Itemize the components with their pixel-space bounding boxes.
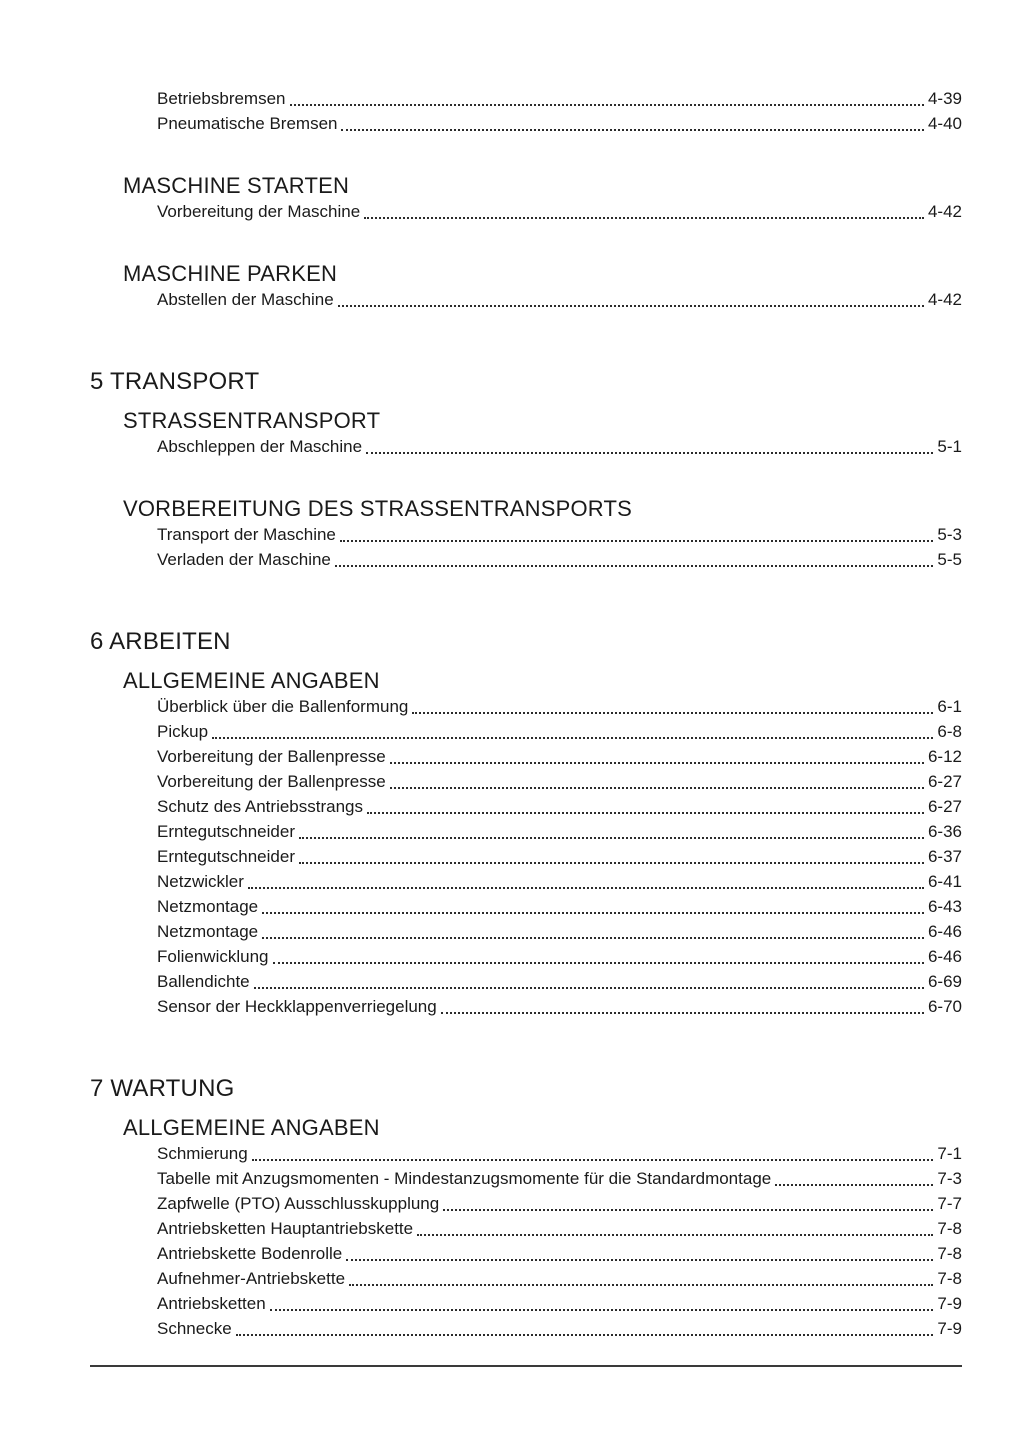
- section-heading: MASCHINE PARKEN: [123, 261, 338, 286]
- toc-entry-page-number: 6-36: [927, 822, 962, 841]
- toc-entry-page-number: 6-46: [927, 947, 962, 966]
- dot-leader: [262, 912, 924, 914]
- toc-entry: [157, 1166, 962, 1191]
- toc-entry-page-number: 5-3: [937, 525, 962, 544]
- toc-entry: [157, 694, 962, 719]
- toc-entry: [157, 547, 962, 572]
- toc-entry-label: Erntegutschneider: [157, 822, 295, 841]
- toc-entry-label: Pickup: [157, 722, 209, 741]
- toc-entry: [157, 894, 962, 919]
- toc-entry: [157, 1141, 962, 1166]
- toc-entry-label: Netzmontage: [157, 922, 259, 941]
- toc-entry-page-number: 7-8: [937, 1244, 962, 1263]
- section-heading: MASCHINE STARTEN: [123, 173, 350, 198]
- toc-entry: [157, 1291, 962, 1316]
- toc-entry: [157, 719, 962, 744]
- toc-entry-label: Abstellen der Maschine: [157, 290, 334, 309]
- toc-entry-label: Antriebsketten Hauptantriebskette: [157, 1219, 414, 1238]
- toc-entry-page-number: 6-12: [927, 747, 962, 766]
- toc-entry-label: Folienwicklung: [157, 947, 269, 966]
- toc-entry: [157, 794, 962, 819]
- toc-entry: [157, 819, 962, 844]
- dot-leader: [252, 1159, 934, 1161]
- dot-leader: [390, 762, 924, 764]
- dot-leader: [299, 837, 924, 839]
- toc-entry-page-number: 6-27: [927, 797, 962, 816]
- toc-entry-page-number: 7-7: [937, 1194, 962, 1213]
- toc-entry: [157, 1216, 962, 1241]
- section-heading: STRASSENTRANSPORT: [123, 408, 381, 433]
- toc-entry: [157, 287, 962, 312]
- table-of-contents: [90, 86, 962, 1341]
- toc-entry: [157, 1266, 962, 1291]
- dot-leader: [270, 1309, 934, 1311]
- toc-entry-page-number: 6-1: [937, 697, 962, 716]
- toc-entry-label: Überblick über die Ballenformung: [157, 697, 409, 716]
- toc-entry-page-number: 7-9: [937, 1319, 962, 1338]
- footer-rule: [90, 1365, 962, 1367]
- toc-entry-page-number: 6-43: [927, 897, 962, 916]
- section-heading: ALLGEMEINE ANGABEN: [123, 1115, 380, 1140]
- toc-entry: [157, 969, 962, 994]
- toc-entry-page-number: 5-1: [937, 437, 962, 456]
- toc-entry-label: Zapfwelle (PTO) Ausschlusskupplung: [157, 1194, 440, 1213]
- dot-leader: [248, 887, 924, 889]
- toc-entry-page-number: 7-8: [937, 1219, 962, 1238]
- toc-entry: [157, 111, 962, 136]
- chapter-heading: 5 TRANSPORT: [90, 368, 260, 395]
- toc-entry-page-number: 4-42: [927, 290, 962, 309]
- toc-entry-label: Verladen der Maschine: [157, 550, 331, 569]
- dot-leader: [417, 1234, 933, 1236]
- toc-entry: [157, 744, 962, 769]
- toc-entry-label: Aufnehmer-Antriebskette: [157, 1269, 346, 1288]
- toc-entry-label: Erntegutschneider: [157, 847, 295, 866]
- toc-entry-page-number: 6-37: [927, 847, 962, 866]
- dot-leader: [290, 104, 924, 106]
- toc-entry-page-number: 4-40: [927, 114, 962, 133]
- toc-entry-label: Antriebskette Bodenrolle: [157, 1244, 343, 1263]
- toc-entry-page-number: 7-8: [937, 1269, 962, 1288]
- toc-entry-page-number: 7-9: [937, 1294, 962, 1313]
- toc-entry-label: Netzmontage: [157, 897, 259, 916]
- toc-entry-page-number: 6-41: [927, 872, 962, 891]
- dot-leader: [341, 129, 923, 131]
- dot-leader: [273, 962, 924, 964]
- toc-entry-page-number: 7-3: [937, 1169, 962, 1188]
- section-heading: ALLGEMEINE ANGABEN: [123, 668, 380, 693]
- toc-entry-label: Schnecke: [157, 1319, 232, 1338]
- dot-leader: [390, 787, 924, 789]
- dot-leader: [364, 217, 924, 219]
- toc-entry-page-number: 6-46: [927, 922, 962, 941]
- dot-leader: [335, 565, 934, 567]
- toc-entry: [157, 86, 962, 111]
- dot-leader: [212, 737, 933, 739]
- toc-entry-page-number: 4-39: [927, 89, 962, 108]
- toc-entry-page-number: 6-8: [937, 722, 962, 741]
- toc-entry-label: Vorbereitung der Maschine: [157, 202, 361, 221]
- chapter-heading: 6 ARBEITEN: [90, 628, 231, 655]
- toc-entry: [157, 1241, 962, 1266]
- toc-entry-page-number: 4-42: [927, 202, 962, 221]
- toc-entry: [157, 199, 962, 224]
- chapter-heading: 7 WARTUNG: [90, 1075, 235, 1102]
- toc-entry-page-number: 6-27: [927, 772, 962, 791]
- toc-entry-label: Transport der Maschine: [157, 525, 336, 544]
- toc-entry-label: Vorbereitung der Ballenpresse: [157, 772, 386, 791]
- toc-entry: [157, 769, 962, 794]
- dot-leader: [236, 1334, 934, 1336]
- toc-entry-label: Schmierung: [157, 1144, 248, 1163]
- dot-leader: [412, 712, 933, 714]
- dot-leader: [338, 305, 924, 307]
- section-heading: VORBEREITUNG DES STRASSENTRANSPORTS: [123, 496, 633, 521]
- toc-entry: [157, 869, 962, 894]
- dot-leader: [346, 1259, 933, 1261]
- toc-entry-label: Vorbereitung der Ballenpresse: [157, 747, 386, 766]
- toc-entry: [157, 1191, 962, 1216]
- toc-entry-label: Betriebsbremsen: [157, 89, 286, 108]
- toc-entry: [157, 1316, 962, 1341]
- toc-entry-label: Antriebsketten: [157, 1294, 266, 1313]
- dot-leader: [340, 540, 934, 542]
- dot-leader: [366, 452, 933, 454]
- toc-entry-page-number: 6-70: [927, 997, 962, 1016]
- toc-entry-page-number: 7-1: [937, 1144, 962, 1163]
- toc-entry-label: Ballendichte: [157, 972, 250, 991]
- toc-entry-label: Pneumatische Bremsen: [157, 114, 338, 133]
- toc-entry: [157, 434, 962, 459]
- toc-entry: [157, 919, 962, 944]
- toc-entry-label: Tabelle mit Anzugsmomenten - Mindestanzugsmomente für die Standardmontage: [157, 1169, 772, 1188]
- toc-entry-label: Sensor der Heckklappenverriegelung: [157, 997, 437, 1016]
- toc-entry-page-number: 5-5: [937, 550, 962, 569]
- dot-leader: [367, 812, 924, 814]
- toc-entry-label: Netzwickler: [157, 872, 244, 891]
- dot-leader: [443, 1209, 933, 1211]
- toc-entry: [157, 522, 962, 547]
- dot-leader: [775, 1184, 933, 1186]
- toc-entry: [157, 994, 962, 1019]
- toc-entry-page-number: 6-69: [927, 972, 962, 991]
- toc-entry-label: Schutz des Antriebsstrangs: [157, 797, 364, 816]
- dot-leader: [254, 987, 924, 989]
- toc-entry-label: Abschleppen der Maschine: [157, 437, 363, 456]
- toc-entry: [157, 844, 962, 869]
- toc-entry: [157, 944, 962, 969]
- dot-leader: [349, 1284, 933, 1286]
- dot-leader: [299, 862, 924, 864]
- dot-leader: [441, 1012, 924, 1014]
- dot-leader: [262, 937, 924, 939]
